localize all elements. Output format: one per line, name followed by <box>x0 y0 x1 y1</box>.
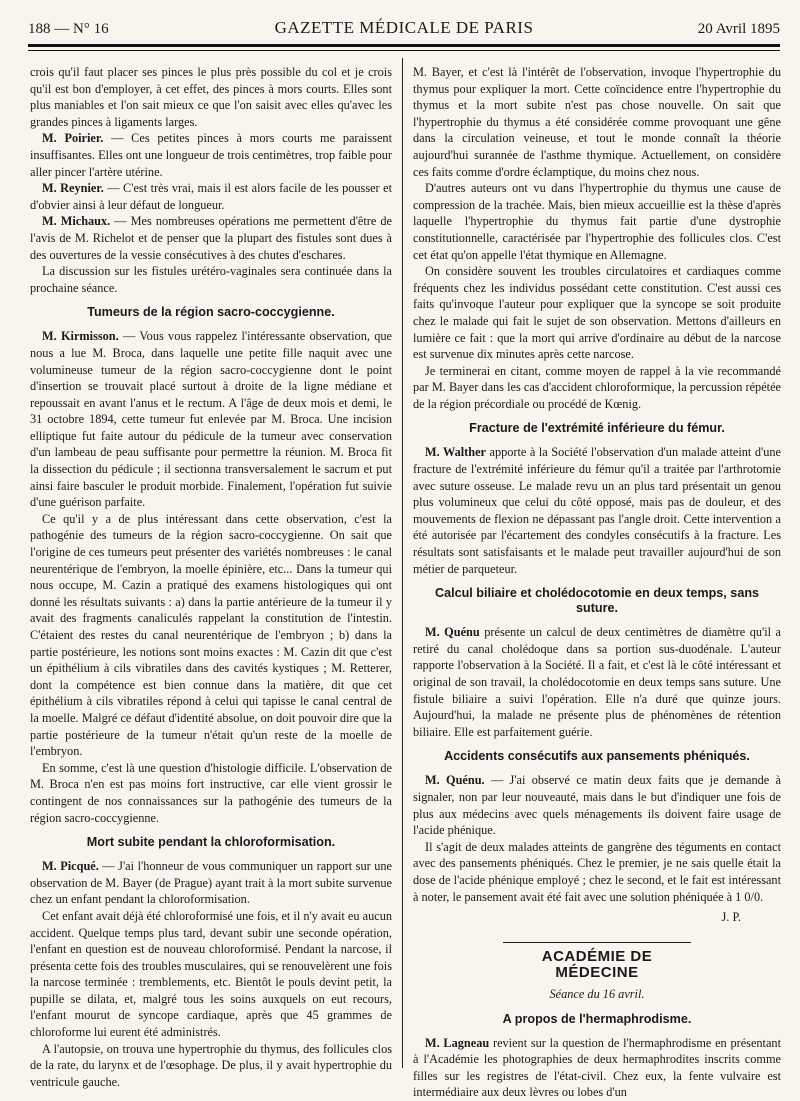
paragraph-text: — Mes nombreuses opérations me permettent d'être de l'avis de M. Richelot et de penser que la plupart des fistules sont dues à des ouvertures de la vessie consécutives à des chutes d'eschares. <box>30 214 392 262</box>
paragraph-text: — Vous vous rappelez l'intéressante observation, que nous a lue M. Broca, dans laquelle une petite fille naquit avec une volumineuse tumeur de la région sacro-coccygienne dont le point d'insertion se trouvait placé surtout à droite de la ligne médiane et repoussait en avant l'anus et le rectum. A l'âge de deux mois et demi, le 31 octobre 1894, cette tumeur fut enlevée par M. Broca. Une incision elliptique fut faite autour du pédicule de la tumeur avec conservation d'un lambeau de peau suffisante pour permettre la réunion. M. Broca fit la dissection du pédicule ; il sectionna transversalement le sacrum et put ainsi faire basculer le produit morbide. Finalement, l'opération fut suivie d'une guérison parfaite. <box>30 329 392 510</box>
paragraph-text: — Ces petites pinces à mors courts me paraissent insuffisantes. Elles ont une longueur de trois centimètres, trop faible pour aller pincer l'artère utérine. <box>30 131 392 179</box>
speaker-name: M. Picqué. <box>42 859 99 874</box>
paragraph: A l'autopsie, on trouva une hypertrophie du thymus, des follicules clos de la rate, du larynx et de l'œsophage. De plus, il y avait hypertrophie du ventricule gauche. <box>30 1041 392 1089</box>
paragraph-text: apporte à la Société l'observation d'un malade atteint d'une fracture de l'extrémité inférieure du fémur qu'il a traitée par l'arthrotomie avec suture osseuse. Le malade revu un an plus tard présentait un genou plus volumineux que celui du côté opposé, mais pas de douleur, et des mouvements de flexion ne dépassant pas l'angle droit. Cette intervention a été autorisée par l'écartement des condyles consécutifs à la fracture. Les résultats sont satisfaisants et le malade peut travailler aujourd'hui de son métier de parqueteur. <box>413 445 781 576</box>
paragraph: crois qu'il faut placer ses pinces le plus près possible du col et je crois qu'il est bon d'employer, à cet effet, des pinces à mors courts. Elles sont plus maniables et l'on sait mieux ce que l'on saisit avec elles qu'avec les grandes pinces à ligaments larges. <box>30 65 392 129</box>
paragraph: Je terminerai en citant, comme moyen de rappel à la vie recommandé par M. Bayer dans les cas d'accident chloroformique, la percussion répétée de la région précordiale ou procédé de Kœnig. <box>413 363 781 411</box>
speaker-name: M. Michaux. <box>42 214 111 229</box>
paragraph: On considère souvent les troubles circulatoires et cardiaques comme fréquents chez les individus possédant cette constitution. C'est aussi ces faits qu'invoque l'auteur pour expliquer que la syncope se soit produite chez le malade qui fait le sujet de son observation. Mettons d'ailleurs en lumière ce fait : que la mort qui arrive d'ordinaire au début de la narcose est survenue dix minutes après cette narcose. <box>413 264 781 362</box>
paragraph-text: — J'ai observé ce matin deux faits que je demande à signaler, non par leur nouveauté, mais dans le but d'indiquer une fois de plus aux médecins avec quels ménagements ils doivent faire usage de l'acide phénique. <box>413 773 781 838</box>
speaker-name: M. Quénu <box>425 625 480 640</box>
journal-title: GAZETTE MÉDICALE DE PARIS <box>274 18 534 37</box>
section-heading: Calcul biliaire et cholédocotomie en deux temps, sans suture. <box>434 586 760 616</box>
speaker-name: M. Quénu. <box>425 773 485 788</box>
paragraph: Il s'agit de deux malades atteints de gangrène des téguments en contact avec des pansements phéniqués. Chez le premier, je ne sais quelle était la dose de l'acide phénique employé ; chez le second, et le fait est intéressant à noter, le pansement avait été fait avec une solution phéniquée à 1 0/0. <box>413 839 781 904</box>
paragraph <box>413 444 781 577</box>
section-heading: Fracture de l'extrémité inférieure du fémur. <box>469 421 725 436</box>
issue-date: 20 Avril 1895 <box>697 21 780 37</box>
session-date: Séance du 16 avril. <box>549 986 645 1001</box>
speaker-name: M. Poirier. <box>42 131 104 146</box>
paragraph <box>30 858 392 908</box>
header-rule-thin <box>28 50 780 51</box>
paragraph-text: revient sur la question de l'hermaphrodisme en présentant à l'Académie les photographies de deux hermaphrodites inscrits comme filles sur les registres de l'état-civil. Chez eux, la fente vulvaire est intermédiaire aux deux lèvres ou lobes d'un <box>413 1035 781 1100</box>
speaker-name: M. Kirmisson. <box>42 329 119 344</box>
section-heading: Tumeurs de la région sacro-coccygienne. <box>87 305 335 320</box>
section-heading: Accidents consécutifs aux pansements phéniqués. <box>444 749 750 764</box>
section-heading: A propos de l'hermaphrodisme. <box>502 1011 692 1026</box>
paragraph: Cet enfant avait déjà été chloroformisé une fois, et il n'y avait eu aucun accident. Quelque temps plus tard, devant subir une seconde opération, l'enfant en question est de nouveau chloroformisé. Pendant la narcose, il présenta cette fois des troubles musculaires, qui se renouvelèrent une fois la narcose terminée : tremblements, etc. Bientôt le pouls devint petit, la pupille se dilata, et, malgré tous les soins auxquels on eut recours, l'enfant mourut de syncope cardiaque, après que 45 grammes de chloroforme lui eurent été administrés. <box>30 908 392 1040</box>
speaker-name: M. Reynier. <box>42 181 104 196</box>
academy-heading: ACADÉMIE DE MÉDECINE <box>503 942 691 982</box>
paragraph: La discussion sur les fistules urétéro-vaginales sera continuée dans la prochaine séance. <box>30 264 392 295</box>
column-divider <box>402 58 403 1068</box>
paragraph <box>30 130 392 180</box>
left-column <box>30 64 392 1090</box>
paragraph <box>30 328 392 511</box>
paragraph-text: présente un calcul de deux centimètres de diamètre qu'il a retiré du canal cholédoque dans sa portion sus-duodénale. L'auteur rapporte l'observation à la Société. Il a fait, et c'est là le côté intéressant et original de son travail, la cholédocotomie en deux temps sans suture. Une fistule biliaire a suivi l'opération. Elle n'a duré que quinze jours. Aujourd'hui, la malade ne présente plus de phénomènes de rétention biliaire. Elle est parfaitement guérie. <box>413 625 781 739</box>
right-column <box>413 64 781 1101</box>
author-signature: J. P. <box>721 910 741 925</box>
paragraph: En somme, c'est là une question d'histologie difficile. L'observation de M. Broca n'en est pas moins fort instructive, car elle vient grossir le contingent de nos connaissances sur la pathogénie des tumeurs de la région sacro-coccygienne. <box>30 760 392 825</box>
paragraph: M. Bayer, et c'est là l'intérêt de l'observation, invoque l'hypertrophie du thymus pour expliquer la mort. Cette coïncidence entre l'hypertrophie du thymus et la mort subite n'est pas chose nouvelle. On sait que l'hypertrophie du thymus a été considérée comme provoquant une gêne dans la circulation veineuse, et tout le monde connaît la théorie aujourd'hui surannée de l'asthme thymique. Actuellement, on considère ces faits comme d'ordre éclamptique, du moins chez nous. <box>413 65 781 179</box>
header-rule-thick <box>28 44 780 47</box>
paragraph-text: — C'est très vrai, mais il est alors facile de les pousser et d'obvier ainsi à leur défaut de longueur. <box>30 181 393 212</box>
paragraph <box>30 213 392 263</box>
paragraph-text: — J'ai l'honneur de vous communiquer un rapport sur une observation de M. Bayer (de Prague) ayant trait à la mort subite survenue chez un enfant pendant la chloroformisation. <box>30 859 392 907</box>
paragraph: D'autres auteurs ont vu dans l'hypertrophie du thymus une cause de compression de la trachée. Mais, bien mieux accueillie est la thèse d'après laquelle l'hypertrophie du thymus fait partie d'une dystrophie constitutionnelle, caractérisée par l'hypertrophie des follicules clos. C'est cet état qu'on appelle l'état thymique en Allemagne. <box>413 181 781 262</box>
page-header <box>28 18 780 40</box>
paragraph <box>30 180 392 213</box>
speaker-name: M. Lagneau <box>425 1035 490 1050</box>
page-number: 188 — N° 16 <box>28 21 109 37</box>
paragraph: Ce qu'il y a de plus intéressant dans cette observation, c'est la pathogénie des tumeurs de la région sacro-coccygienne. On sait que l'origine de ces tumeurs peut présenter des variétés nombreuses : le canal neurentérique de l'embryon, la moelle épinière, etc... Dans la tumeur qui nous occupe, M. Cazin a pratiqué des examens histologiques qui ont donné les résultats suivants : a) dans la partie antérieure de la tumeur il y avait des fragments canaliculés rappelant la constitution de l'intestin. C'étaient des restes du canal neurentérique de l'embryon ; b) dans la partie postérieure, les notions sont moins exactes : M. Cazin dit que c'est un épithélium à cils vibratiles dans des cavités kystiques ; M. Retterer, dont la compétence est bien connue dans la matière, dit que cet épithélium à cils vibratiles répond à celui qui tapisse le canal central de la moelle. Malgré ce défaut d'identité absolue, on doit pouvoir dire que la partie postérieure de la tumeur n'était qu'un reste de la moelle de l'embryon. <box>30 511 392 759</box>
paragraph <box>413 1035 781 1101</box>
paragraph <box>413 624 781 740</box>
section-heading: Mort subite pendant la chloroformisation. <box>86 835 336 850</box>
speaker-name: M. Walther <box>425 445 486 460</box>
paragraph <box>413 772 781 838</box>
